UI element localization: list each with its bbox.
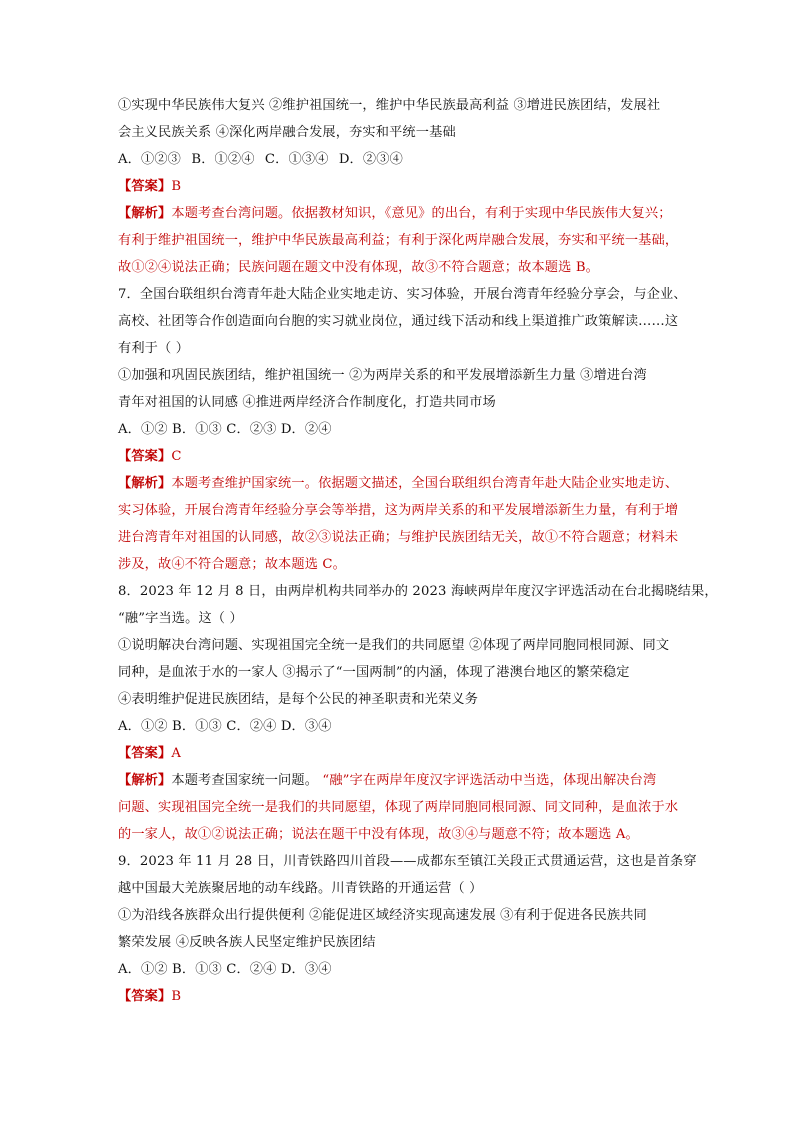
q7-stem-line-3: 有利于（ ） <box>118 341 190 356</box>
q7-options: A．①② B．①③ C．②③ D．②④ <box>118 422 332 437</box>
answer-value: B <box>171 179 182 194</box>
q8-stem-line-1: 8．2023 年 12 月 8 日，由两岸机构共同举办的 2023 海峡两岸年度汉字评选活动在台北揭晓结果， <box>118 584 718 599</box>
q7-analysis-line-1 <box>118 470 718 497</box>
analysis-text-intro: 本题考查国家统一问题。 <box>171 773 323 788</box>
document-content <box>118 92 718 1010</box>
q9-options: A．①② B．①③ C．②④ D．③④ <box>118 962 332 977</box>
q8-statement-line-3: ④表明维护促进民族团结，是每个公民的神圣职责和光荣义务 <box>118 692 479 707</box>
answer-value: C <box>171 449 182 464</box>
q8-answer <box>118 740 718 767</box>
analysis-label: 【解析】 <box>118 476 172 491</box>
q7-statement-line-2: 青年对祖国的认同感 ④推进两岸经济合作制度化，打造共同市场 <box>118 395 496 410</box>
answer-value: B <box>171 989 182 1004</box>
q9-answer <box>118 983 718 1010</box>
q8-statement-line-1: ①说明解决台湾问题、实现祖国完全统一是我们的共同愿望 ②体现了两岸同胞同根同源、同文 <box>118 638 670 653</box>
q6-analysis-line-2: 有利于维护祖国统一，维护中华民族最高利益；有利于深化两岸融合发展，夯实和平统一基础， <box>118 233 679 248</box>
q6-answer <box>118 173 718 200</box>
q7-analysis-line-2: 实习体验，开展台湾青年经验分享会等举措，这为两岸关系的和平发展增添新生力量，有利于增 <box>118 503 679 518</box>
q9-stem-line-1: 9．2023 年 11 月 28 日，川青铁路四川首段——成都东至镇江关段正式贯通运营，这也是首条穿 <box>118 854 697 869</box>
q8-stem-line-2: “融”字当选。这（ ） <box>118 611 243 626</box>
analysis-text: 本题考查台湾问题。依据教材知识，《意见》的出台，有利于实现中华民族伟大复兴； <box>171 206 672 221</box>
answer-label: 【答案】 <box>118 746 172 761</box>
q7-stem-line-1: 7．全国台联组织台湾青年赴大陆企业实地走访、实习体验，开展台湾青年经验分享会，与企业、 <box>118 287 687 302</box>
analysis-label: 【解析】 <box>118 206 172 221</box>
answer-value: A <box>171 746 182 761</box>
answer-label: 【答案】 <box>118 179 172 194</box>
analysis-text: 本题考查维护国家统一。依据题文描述，全国台联组织台湾青年赴大陆企业实地走访、 <box>171 476 679 491</box>
q8-statement-line-2: 同种，是血浓于水的一家人 ③揭示了“一国两制”的内涵，体现了港澳台地区的繁荣稳定 <box>118 665 630 680</box>
q6-analysis-line-1 <box>118 200 718 227</box>
q6-options: A．①②③ B．①②④ C．①③④ D．②③④ <box>118 152 403 167</box>
answer-label: 【答案】 <box>118 449 172 464</box>
q7-statement-line-1: ①加强和巩固民族团结，维护祖国统一 ②为两岸关系的和平发展增添新生力量 ③增进台湾 <box>118 368 647 383</box>
q6-analysis-line-3: 故①②④说法正确；民族问题在题文中没有体现，故③不符合题意；故本题选 B。 <box>118 260 599 275</box>
q9-stem-line-2: 越中国最大羌族聚居地的动车线路。川青铁路的开通运营（ ） <box>118 881 483 896</box>
q7-answer <box>118 443 718 470</box>
q8-analysis-line-2: 问题、实现祖国完全统一是我们的共同愿望，体现了两岸同胞同根同源、同文同种，是血浓于水 <box>118 800 679 815</box>
q9-statement-line-1: ①为沿线各族群众出行提供便利 ②能促进区域经济实现高速发展 ③有利于促进各民族共同 <box>118 908 647 923</box>
analysis-label: 【解析】 <box>118 773 172 788</box>
answer-label: 【答案】 <box>118 989 172 1004</box>
q6-statement-line-1: ①实现中华民族伟大复兴 ②维护祖国统一，维护中华民族最高利益 ③增进民族团结，发展社 <box>118 98 661 113</box>
q7-analysis-line-4: 涉及，故④不符合题意；故本题选 C。 <box>118 557 346 572</box>
q8-options: A．①② B．①③ C．②④ D．③④ <box>118 719 332 734</box>
q8-analysis-line-1 <box>118 767 718 794</box>
q9-statement-line-2: 繁荣发展 ④反映各族人民坚定维护民族团结 <box>118 935 376 950</box>
q6-statement-line-2: 会主义民族关系 ④深化两岸融合发展，夯实和平统一基础 <box>118 125 456 140</box>
q8-analysis-line-3: 的一家人，故①②说法正确；说法在题干中没有体现，故③④与题意不符；故本题选 A。 <box>118 827 639 842</box>
analysis-text: “融”字在两岸年度汉字评选活动中当选，体现出解决台湾 <box>322 773 657 788</box>
q7-stem-line-2: 高校、社团等合作创造面向台胞的实习就业岗位，通过线下活动和线上渠道推广政策解读……这 <box>118 314 679 329</box>
q7-analysis-line-3: 进台湾青年对祖国的认同感，故②③说法正确；与维护民族团结无关，故①不符合题意；材料未 <box>118 530 679 545</box>
